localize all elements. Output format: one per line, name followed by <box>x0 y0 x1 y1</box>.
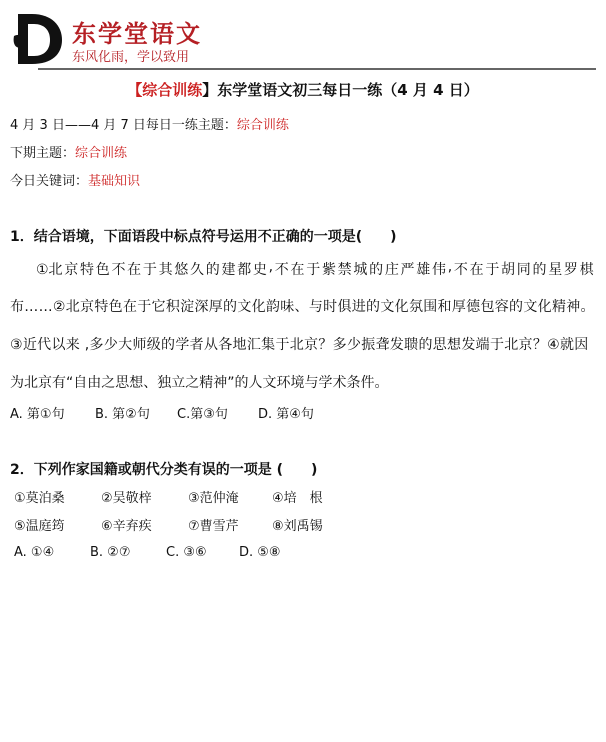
meta-next-value: 综合训练 <box>75 146 128 161</box>
q1-option-d: D. 第④句 <box>258 407 314 422</box>
q1-line-4: 为北京有“自由之思想、独立之精神”的人文环境与学术条件。 <box>10 375 389 391</box>
header-divider <box>38 68 596 70</box>
q1-stem: 1．结合语境，下面语段中标点符号运用不正确的一项是( ) <box>10 229 397 245</box>
header <box>0 0 606 72</box>
q1-line-1-char: 雄 <box>416 262 431 278</box>
q1-line-1-char: 的 <box>205 262 220 278</box>
q2-name-3: ③范仲淹 <box>188 491 239 506</box>
q2-option-d: D. ⑤⑧ <box>239 545 281 560</box>
q1-line-1-char: 不 <box>274 262 289 278</box>
q1-line-1 <box>36 259 594 279</box>
meta-next-label: 下期主题： <box>10 146 76 161</box>
q1-line-1-char: 悠 <box>174 262 189 278</box>
q2-name-5: ⑤温庭筠 <box>14 519 65 534</box>
meta-next <box>10 142 127 161</box>
q1-option-a: A. 第①句 <box>10 407 65 422</box>
q1-line-1-char: 的 <box>369 262 384 278</box>
q1-line-1-char: 于 <box>306 262 321 278</box>
q1-line-1-char: 都 <box>237 262 252 278</box>
q1-line-2: 布……②北京特色在于它积淀深厚的文化韵味、与时俱进的文化氛围和厚德包容的文化精神。 <box>10 299 595 315</box>
page-title <box>0 79 606 100</box>
title-suffix: 】东学堂语文初三每日一练（4 月 4 日） <box>202 81 479 99</box>
meta-keyword-value: 基础知识 <box>88 174 141 189</box>
q1-line-1-char: 城 <box>353 262 368 278</box>
q1-line-1-char: 于 <box>485 262 500 278</box>
title-prefix: 【 <box>127 81 143 99</box>
q1-option-b: B. 第②句 <box>95 407 150 422</box>
q2-name-7: ⑦曹雪芹 <box>188 519 239 534</box>
q1-line-1-char: 在 <box>127 262 142 278</box>
q1-option-c: C.第③句 <box>177 407 228 422</box>
q1-line-1-char: 胡 <box>501 262 516 278</box>
meta-theme <box>10 114 289 133</box>
q1-line-1-char: 星 <box>548 262 563 278</box>
q2-option-c: C. ③⑥ <box>166 545 207 560</box>
q2-option-b: B. ②⑦ <box>90 545 131 560</box>
q1-line-1-char: 其 <box>158 262 173 278</box>
q1-line-1-char: 不 <box>453 262 468 278</box>
q1-line-3: ③近代以来 ,多少大师级的学者从各地汇集于北京？多少振聋发聩的思想发端于北京？④就因 <box>10 337 589 353</box>
q1-line-1-char: 特 <box>80 262 94 278</box>
q2-name-1: ①莫泊桑 <box>14 491 65 506</box>
q1-line-1-char: 色 <box>95 262 110 278</box>
q1-line-1-char: 京 <box>64 262 79 278</box>
title-tag: 综合训练 <box>142 81 203 99</box>
brand-slogan: 东风化雨，学以致用 <box>72 50 190 65</box>
meta-theme-value: 综合训练 <box>236 118 289 133</box>
q1-line-1-char: 不 <box>111 262 126 278</box>
q1-line-1-char: 史 <box>252 262 267 278</box>
meta-keyword <box>10 170 140 189</box>
q1-line-1-char: 罗 <box>563 262 578 278</box>
q1-line-1-char: 在 <box>469 262 484 278</box>
q2-name-6: ⑥辛弃疾 <box>101 519 152 534</box>
q1-line-1-char: , <box>268 259 274 275</box>
brand-logo-icon <box>12 10 64 66</box>
q1-line-1-char: 伟 <box>431 262 446 278</box>
q2-name-2: ②吴敬梓 <box>101 491 152 506</box>
brand-title: 东学堂语文 <box>72 20 202 48</box>
q1-line-1-char: 于 <box>142 262 157 278</box>
q1-line-1-char: 禁 <box>337 262 352 278</box>
q2-name-4: ④培 根 <box>272 491 323 506</box>
q1-line-1-char: 严 <box>400 262 415 278</box>
q1-line-1-char: ①北 <box>36 262 63 278</box>
q1-line-1-char: 同 <box>516 262 531 278</box>
q2-stem: 2．下列作家国籍或朝代分类有误的一项是 ( ) <box>10 462 318 478</box>
q2-name-8: ⑧刘禹锡 <box>272 519 323 534</box>
q1-line-1-char: 棋 <box>579 262 594 278</box>
q1-line-1-char: , <box>447 259 453 275</box>
q1-line-1-char: 在 <box>290 262 305 278</box>
q1-line-1-char: 庄 <box>384 262 399 278</box>
q1-line-1-char: 紫 <box>321 262 336 278</box>
q1-line-1-char: 的 <box>532 262 547 278</box>
meta-keyword-label: 今日关键词： <box>10 174 89 189</box>
q1-line-1-char: 建 <box>221 262 236 278</box>
q2-option-a: A. ①④ <box>14 545 55 560</box>
meta-theme-label: 4 月 3 日——4 月 7 日每日一练主题： <box>10 118 237 133</box>
q1-line-1-char: 久 <box>190 262 205 278</box>
